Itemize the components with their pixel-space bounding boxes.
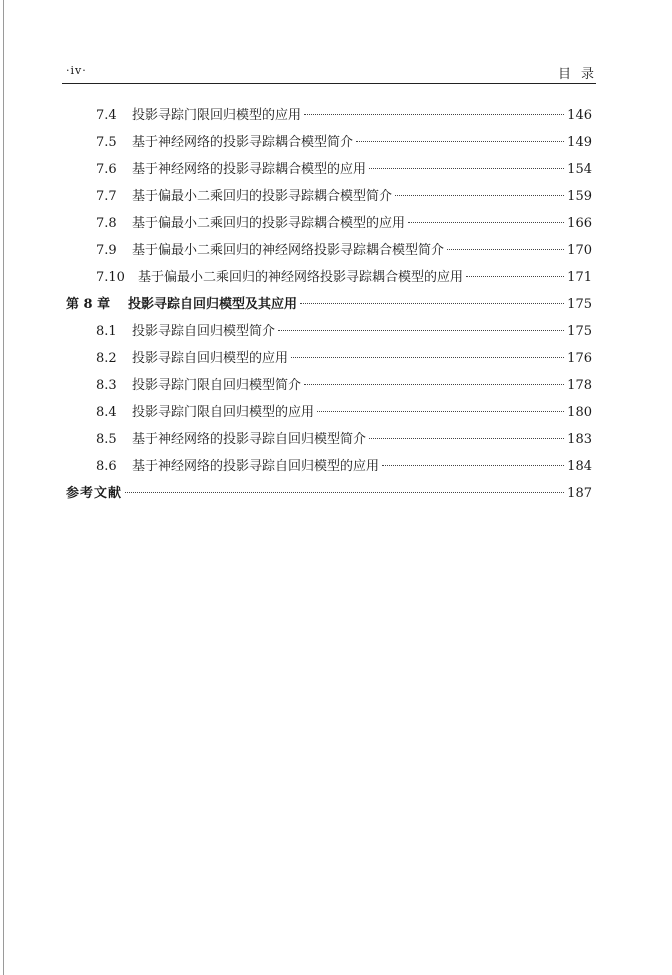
toc-entry-number: 8.4 [96, 405, 117, 420]
toc-entry-title: 投影寻踪门限回归模型的应用 [132, 108, 302, 123]
dot-leader [317, 410, 564, 412]
running-header [66, 63, 604, 82]
toc-entry[interactable] [66, 374, 592, 401]
toc-entry[interactable] [66, 239, 592, 266]
toc-entry-page: 184 [567, 459, 592, 474]
toc-entry-number: 8.5 [96, 432, 117, 447]
toc-entry-title: 基于神经网络的投影寻踪自回归模型简介 [132, 432, 367, 447]
toc-entry-page: 171 [567, 270, 592, 285]
toc-entry-page: 175 [567, 324, 592, 339]
toc-entry[interactable] [66, 320, 592, 347]
toc-entry-page: 175 [567, 297, 592, 312]
toc-entry-page: 178 [567, 378, 592, 393]
toc-entry-number: 8.6 [96, 459, 117, 474]
dot-leader [125, 491, 564, 493]
dot-leader [278, 329, 564, 331]
toc-entry-page: 159 [567, 189, 592, 204]
toc-entry[interactable] [66, 266, 592, 293]
dot-leader [382, 464, 564, 466]
toc-entry-number: 7.9 [96, 243, 117, 258]
toc-entry-title: 投影寻踪自回归模型简介 [132, 324, 276, 339]
dot-leader [466, 275, 564, 277]
toc-entry-number: 8.1 [96, 324, 117, 339]
page-edge [3, 0, 4, 975]
toc-entry-page: 166 [567, 216, 592, 231]
toc-entry-number: 8.3 [96, 378, 117, 393]
toc-entry-page: 187 [567, 486, 592, 501]
toc-chapter-number: 第 8 章 [66, 297, 111, 312]
toc-entry[interactable] [66, 347, 592, 374]
toc-entry[interactable] [66, 104, 592, 131]
dot-leader [395, 194, 564, 196]
toc-entry-page: 170 [567, 243, 592, 258]
toc-entry-number: 7.5 [96, 135, 117, 150]
toc-entry-title: 基于神经网络的投影寻踪耦合模型的应用 [132, 162, 367, 177]
toc-entry[interactable] [66, 428, 592, 455]
toc-entry-page: 149 [567, 135, 592, 150]
toc-entry-number: 7.10 [96, 270, 125, 285]
toc-entry[interactable] [66, 212, 592, 239]
toc-entry-title: 基于神经网络的投影寻踪耦合模型简介 [132, 135, 354, 150]
toc-entry-page: 154 [567, 162, 592, 177]
toc-entry[interactable] [66, 131, 592, 158]
toc-entry-title: 基于偏最小二乘回归的投影寻踪耦合模型简介 [132, 189, 393, 204]
dot-leader [447, 248, 564, 250]
table-of-contents [66, 104, 592, 509]
toc-entry-number: 7.4 [96, 108, 117, 123]
toc-entry-title: 基于偏最小二乘回归的神经网络投影寻踪耦合模型的应用 [138, 270, 464, 285]
toc-entry-page: 183 [567, 432, 592, 447]
header-rule [62, 83, 596, 84]
toc-entry-number: 7.6 [96, 162, 117, 177]
toc-references-title: 参考文献 [66, 486, 123, 501]
toc-entry-number: 7.8 [96, 216, 117, 231]
toc-entry-page: 180 [567, 405, 592, 420]
toc-chapter-entry[interactable] [66, 293, 592, 320]
dot-leader [304, 383, 564, 385]
dot-leader [304, 113, 564, 115]
toc-chapter-title: 投影寻踪自回归模型及其应用 [128, 297, 298, 312]
dot-leader [300, 302, 564, 304]
dot-leader [408, 221, 564, 223]
toc-entry-page: 146 [567, 108, 592, 123]
toc-entry-number: 8.2 [96, 351, 117, 366]
toc-entry-title: 投影寻踪门限自回归模型的应用 [132, 405, 315, 420]
dot-leader [291, 356, 564, 358]
page-number: ·iv· [66, 64, 87, 77]
dot-leader [369, 167, 564, 169]
toc-entry[interactable] [66, 158, 592, 185]
toc-entry-page: 176 [567, 351, 592, 366]
toc-entry-number: 7.7 [96, 189, 117, 204]
toc-entry[interactable] [66, 185, 592, 212]
toc-entry-title: 基于偏最小二乘回归的投影寻踪耦合模型的应用 [132, 216, 406, 231]
toc-entry-title: 基于偏最小二乘回归的神经网络投影寻踪耦合模型简介 [132, 243, 445, 258]
dot-leader [369, 437, 564, 439]
dot-leader [356, 140, 564, 142]
toc-entry[interactable] [66, 401, 592, 428]
section-title: 目录 [557, 67, 604, 82]
toc-entry-title: 投影寻踪自回归模型的应用 [132, 351, 289, 366]
toc-references-entry[interactable] [66, 482, 592, 509]
toc-entry-title: 基于神经网络的投影寻踪自回归模型的应用 [132, 459, 380, 474]
toc-entry-title: 投影寻踪门限自回归模型简介 [132, 378, 302, 393]
toc-entry[interactable] [66, 455, 592, 482]
